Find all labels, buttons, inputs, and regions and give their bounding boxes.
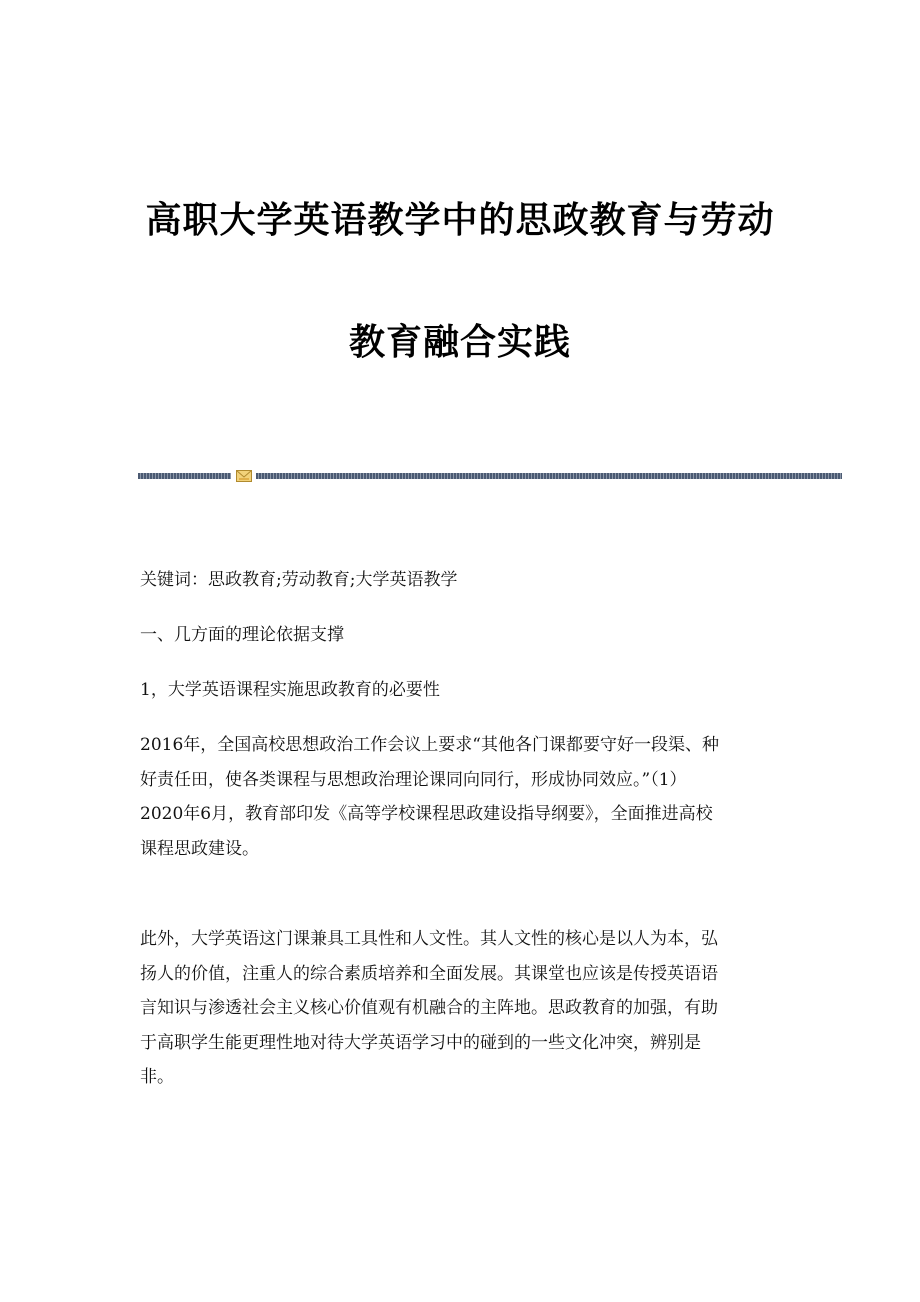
envelope-icon xyxy=(236,470,252,482)
document-title-line-1: 高职大学英语教学中的思政教育与劳动 xyxy=(145,200,775,241)
paragraph-line: 2016年，全国高校思想政治工作会议上要求“其他各门课都要守好一段渠、种 xyxy=(140,735,719,755)
paragraph-line: 好责任田，使各类课程与思想政治理论课同向同行，形成协同效应。”（1） xyxy=(140,769,687,790)
section-heading: 一、几方面的理论依据支撑 xyxy=(140,625,344,645)
paragraph-2 xyxy=(140,922,780,1095)
paragraph-line: 课程思政建设。 xyxy=(140,838,259,859)
divider-bar-left xyxy=(138,473,231,479)
title-divider xyxy=(138,470,842,482)
paragraph-line: 言知识与渗透社会主义核心价值观有机融合的主阵地。思政教育的加强，有助 xyxy=(140,998,718,1018)
paragraph-line: 2020年6月，教育部印发《高等学校课程思政建设指导纲要》，全面推进高校 xyxy=(140,804,713,824)
paragraph-1 xyxy=(140,728,780,866)
document-title-line-2: 教育融合实践 xyxy=(348,322,571,363)
divider-bar-right xyxy=(256,473,842,479)
paragraph-line: 于高职学生能更理性地对待大学英语学习中的碰到的一些文化冲突，辨别是 xyxy=(140,1032,701,1053)
subsection-heading: 1，大学英语课程实施思政教育的必要性 xyxy=(140,680,440,700)
paragraph-line: 非。 xyxy=(140,1067,174,1087)
paragraph-line: 扬人的价值，注重人的综合素质培养和全面发展。其课堂也应该是传授英语语 xyxy=(140,963,718,984)
paragraph-line: 此外，大学英语这门课兼具工具性和人文性。其人文性的核心是以人为本，弘 xyxy=(140,929,718,949)
keywords-line: 关键词：思政教育;劳动教育;大学英语教学 xyxy=(140,570,458,590)
